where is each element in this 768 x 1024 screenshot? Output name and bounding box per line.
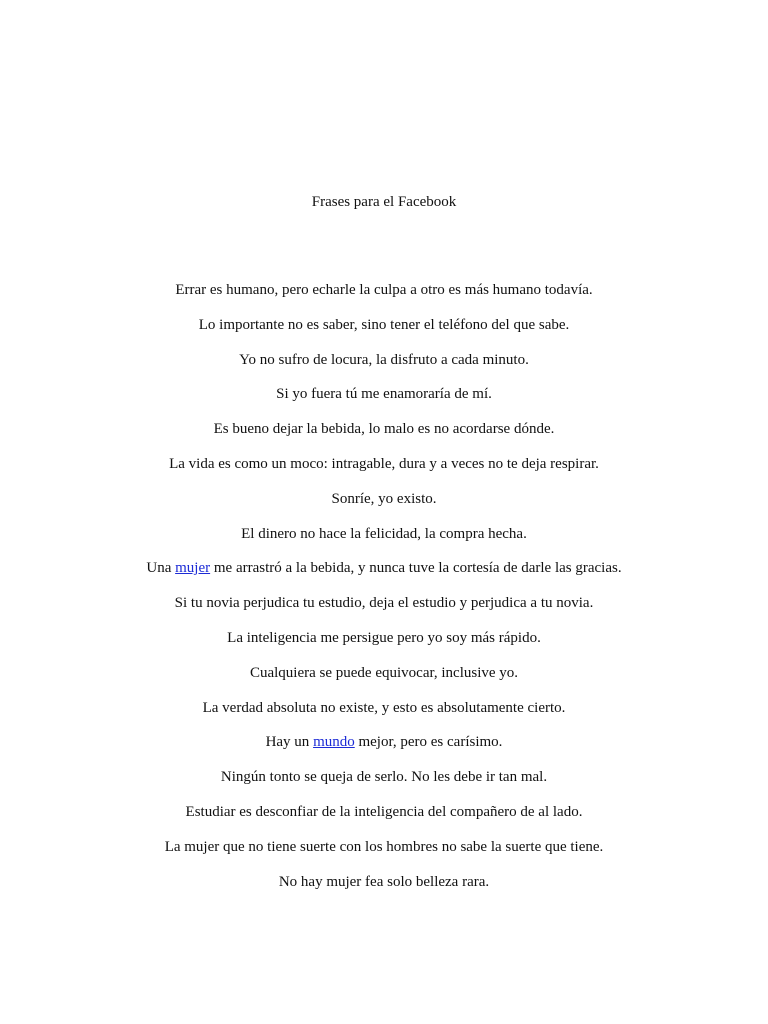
mundo-link[interactable]: mundo	[313, 734, 355, 751]
phrase-line: Si tu novia perjudica tu estudio, deja el estudio y perjudica a tu novia.	[174, 595, 594, 612]
mujer-link[interactable]: mujer	[175, 560, 211, 577]
document-title: Frases para el Facebook	[311, 194, 457, 210]
phrase-line: El dinero no hace la felicidad, la compra hecha.	[241, 525, 527, 542]
phrase-line: Ningún tonto se queja de serlo. No les debe ir tan mal.	[220, 769, 548, 786]
phrase-text-before-link: Una	[146, 560, 176, 577]
phrase-line: Estudiar es desconfiar de la inteligencia del compañero de al lado.	[185, 803, 583, 820]
phrase-line: Lo importante no es saber, sino tener el teléfono del que sabe.	[198, 316, 570, 333]
phrase-line: No hay mujer fea solo belleza rara.	[278, 873, 490, 890]
phrase-line: La inteligencia me persigue pero yo soy más rápido.	[227, 629, 541, 646]
phrase-line-with-link	[0, 732, 768, 767]
phrase-text-after-link: mejor, pero es carísimo.	[354, 734, 503, 751]
phrase-line: Si yo fuera tú me enamoraría de mí.	[276, 386, 492, 403]
phrase-line: Errar es humano, pero echarle la culpa a otro es más humano todavía.	[175, 282, 593, 298]
phrase-text-after-link: me arrastró a la bebida, y nunca tuve la cortesía de darle las gracias.	[210, 560, 622, 577]
phrase-list	[0, 280, 768, 906]
phrase-line: La mujer que no tiene suerte con los hombres no sabe la suerte que tiene.	[164, 838, 604, 855]
phrase-line: Cualquiera se puede equivocar, inclusive yo.	[249, 664, 519, 681]
phrase-line: Es bueno dejar la bebida, lo malo es no acordarse dónde.	[213, 421, 555, 438]
phrase-line: Sonríe, yo existo.	[331, 490, 437, 507]
phrase-text-before-link: Hay un	[265, 734, 314, 751]
phrase-line: Yo no sufro de locura, la disfruto a cada minuto.	[239, 351, 529, 368]
phrase-line: La vida es como un moco: intragable, dura y a veces no te deja respirar.	[169, 455, 599, 472]
phrase-line-with-link	[0, 558, 768, 593]
phrase-line: La verdad absoluta no existe, y esto es absolutamente cierto.	[202, 699, 566, 716]
